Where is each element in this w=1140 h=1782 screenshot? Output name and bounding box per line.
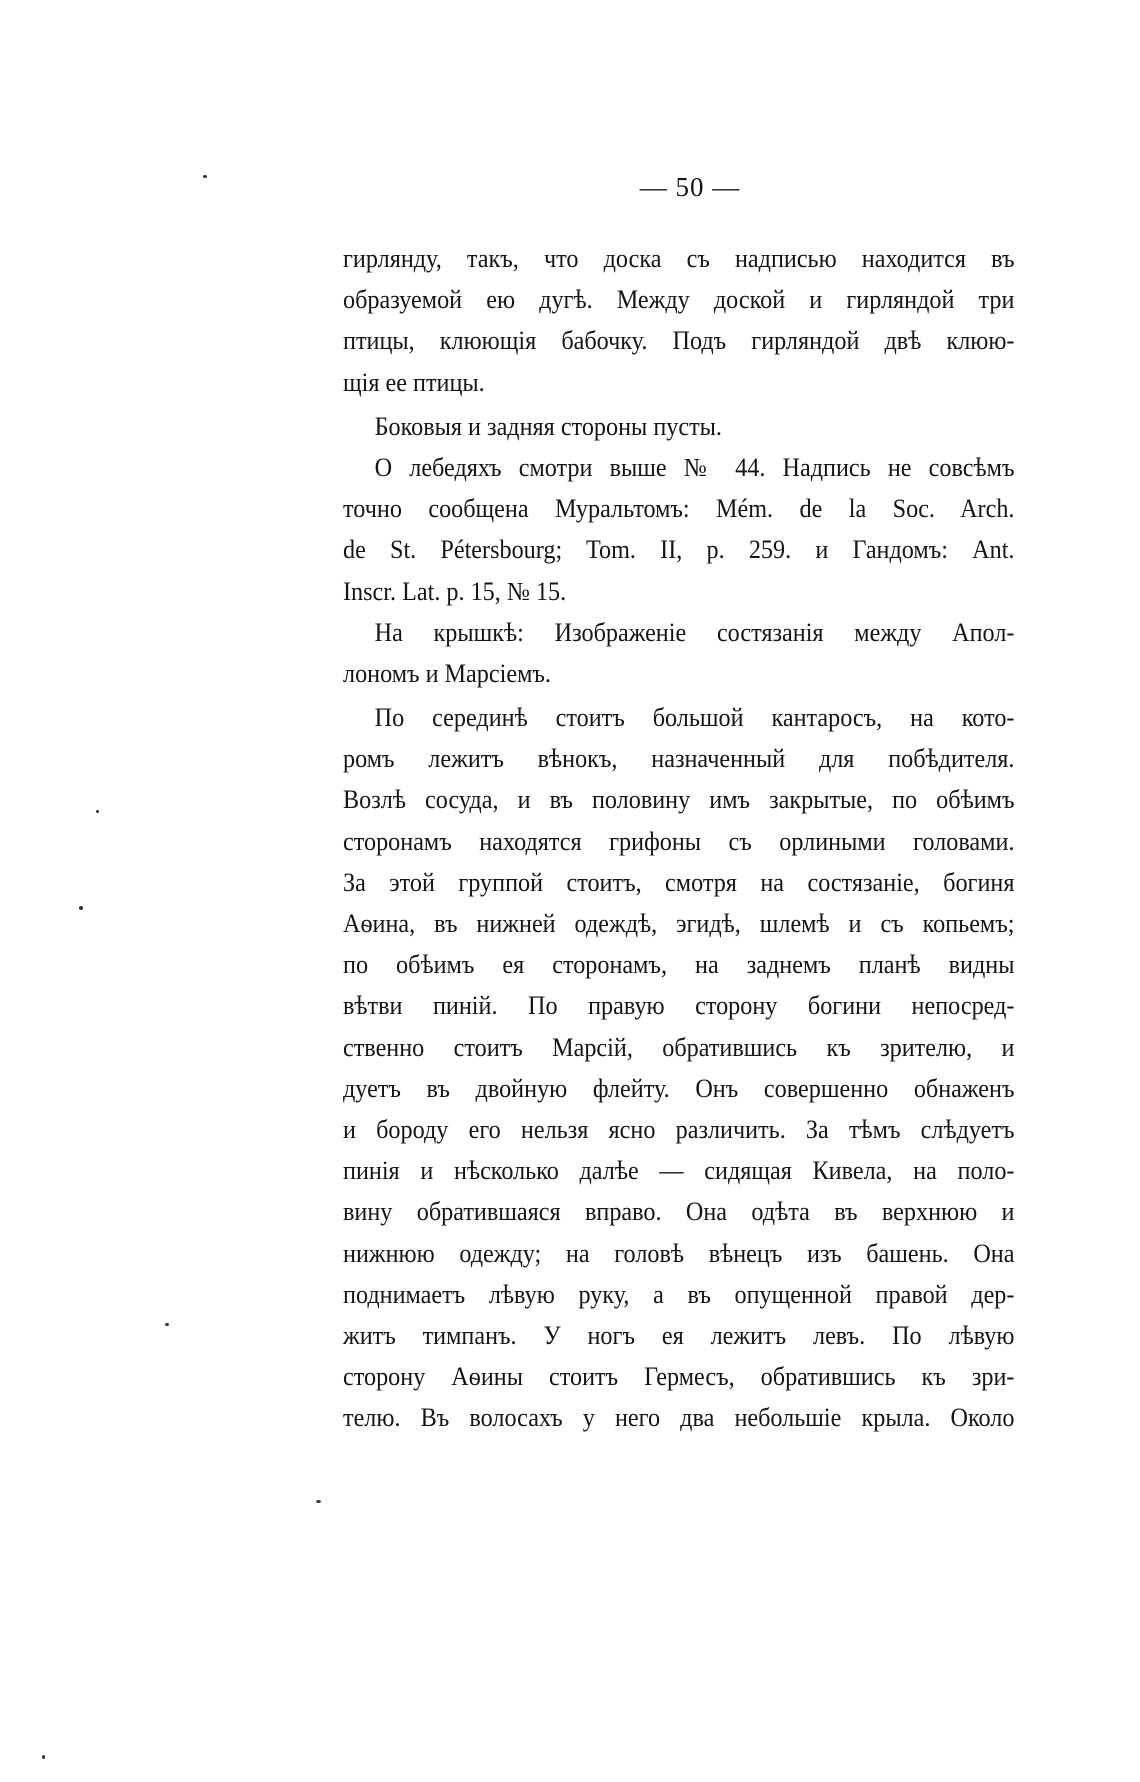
text-line: ромъ лежитъ вѣнокъ, назначенный для побѣдителя. bbox=[343, 744, 1015, 774]
scan-speck bbox=[165, 1323, 169, 1326]
text-line: На крышкѣ: Изображеніе состязанія между Апол- bbox=[374, 617, 1015, 647]
text-line: сторонамъ находятся грифоны съ орлиными головами. bbox=[343, 826, 1015, 856]
text-line: лономъ и Марсіемъ. bbox=[343, 658, 551, 688]
scan-speck bbox=[96, 810, 99, 813]
text-line: За этой группой стоитъ, смотря на состязаніе, богиня bbox=[343, 867, 1015, 897]
text-line: щія ее птицы. bbox=[343, 367, 485, 397]
text-line: и бороду его нельзя ясно различить. За тѣмъ слѣдуетъ bbox=[343, 1114, 1015, 1144]
scan-speck bbox=[79, 906, 83, 910]
text-line: по обѣимъ ея сторонамъ, на заднемъ планѣ видны bbox=[343, 950, 1015, 980]
text-line: образуемой ею дугѣ. Между доской и гирляндой три bbox=[343, 285, 1015, 315]
text-line: точно сообщена Муральтомъ: Mém. de la Soc. Arch. bbox=[343, 494, 1015, 524]
text-line: дуетъ въ двойную флейту. Онъ совершенно обнаженъ bbox=[343, 1073, 1015, 1103]
text-line: Боковыя и задняя стороны пусты. bbox=[374, 411, 722, 441]
text-line: сторону Аѳины стоитъ Гермесъ, обратившись къ зри- bbox=[343, 1362, 1015, 1392]
text-line: Inscr. Lat. p. 15, № 15. bbox=[343, 576, 567, 606]
text-line: вѣтви пиній. По правую сторону богини непосред- bbox=[343, 991, 1015, 1021]
text-line: птицы, клюющія бабочку. Подъ гирляндой двѣ клюю- bbox=[343, 326, 1015, 356]
text-line: Аѳина, въ нижней одеждѣ, эгидѣ, шлемѣ и съ копьемъ; bbox=[343, 909, 1015, 938]
text-line: По серединѣ стоитъ большой кантаросъ, на кото- bbox=[374, 703, 1015, 733]
text-line: поднимаетъ лѣвую руку, а въ опущенной правой дер- bbox=[343, 1279, 1015, 1309]
scan-speck bbox=[316, 1500, 321, 1503]
text-line: пинія и нѣсколько далѣе — сидящая Кивела, на поло- bbox=[343, 1156, 1015, 1186]
text-line: вину обратившаяся вправо. Она одѣта въ верхнюю и bbox=[343, 1197, 1015, 1227]
scan-speck bbox=[42, 1755, 45, 1759]
text-line: гирлянду, такъ, что доска съ надписью находится въ bbox=[343, 244, 1015, 273]
scan-speck bbox=[203, 175, 207, 178]
text-line: житъ тимпанъ. У ногъ ея лежитъ левъ. По лѣвую bbox=[343, 1320, 1015, 1350]
text-line: телю. Въ волосахъ у него два небольшіе крыла. Около bbox=[343, 1403, 1015, 1433]
text-line: Возлѣ сосуда, и въ половину имъ закрытые, по обѣимъ bbox=[343, 785, 1015, 815]
text-line: ственно стоитъ Марсій, обратившись къ зрителю, и bbox=[343, 1032, 1015, 1062]
page-number: — 50 — bbox=[639, 172, 741, 202]
text-line: нижнюю одежду; на головѣ вѣнецъ изъ башень. Она bbox=[343, 1238, 1015, 1268]
text-line: О лебедяхъ смотри выше № 44. Надпись не совсѣмъ bbox=[374, 452, 1015, 482]
text-line: de St. Pétersbourg; Tom. II, p. 259. и Гандомъ: Ant. bbox=[343, 535, 1015, 565]
body-text bbox=[343, 238, 1015, 1438]
